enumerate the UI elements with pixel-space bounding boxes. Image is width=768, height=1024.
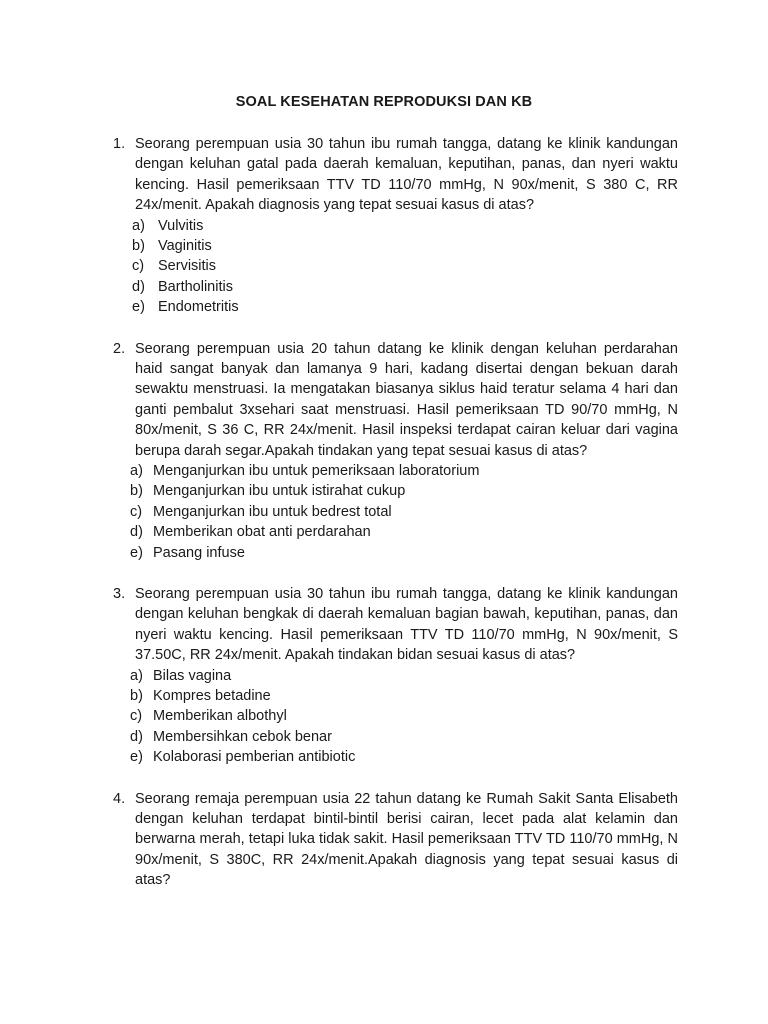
- question-3: [0, 584, 768, 768]
- option-letter: d): [130, 524, 143, 541]
- answer-option-a: [0, 216, 768, 236]
- option-letter: e): [130, 544, 143, 561]
- option-letter: a): [132, 217, 145, 234]
- question-number: 4.: [113, 790, 126, 807]
- option-letter: c): [130, 503, 143, 520]
- option-text: Memberikan obat anti perdarahan: [153, 524, 371, 541]
- question-4: [0, 789, 768, 891]
- option-text: Memberikan albothyl: [153, 708, 287, 725]
- answer-options: [0, 461, 768, 563]
- page-title: SOAL KESEHATAN REPRODUKSI DAN KB: [235, 94, 533, 110]
- answer-options: [0, 216, 768, 318]
- option-letter: b): [132, 238, 145, 255]
- question-number: 2.: [113, 340, 126, 357]
- answer-option-c: [0, 706, 768, 726]
- option-text: Bartholinitis: [158, 278, 233, 295]
- option-letter: e): [130, 749, 143, 766]
- option-text: Menganjurkan ibu untuk bedrest total: [153, 503, 392, 520]
- question-text: Seorang remaja perempuan usia 22 tahun datang ke Rumah Sakit Santa Elisabeth dengan keluhan terdapat bintil-bintil berisi cairan, lecet pada alat kelamin dan berwarna merah, tetapi luka tidak sakit. Hasil pemeriksaan TTV TD 110/70 mmHg, N 90x/menit, S 380C, RR 24x/menit.Apakah diagnosis yang tepat sesuai kasus di atas?: [135, 790, 678, 889]
- option-letter: c): [132, 258, 145, 275]
- option-text: Kompres betadine: [153, 687, 271, 704]
- answer-option-a: [0, 461, 768, 481]
- answer-option-c: [0, 502, 768, 522]
- answer-option-d: [0, 522, 768, 542]
- answer-option-d: [0, 277, 768, 297]
- option-letter: d): [130, 728, 143, 745]
- option-letter: b): [130, 687, 143, 704]
- answer-option-b: [0, 481, 768, 501]
- answer-option-b: [0, 686, 768, 706]
- option-text: Membersihkan cebok benar: [153, 728, 332, 745]
- answer-option-b: [0, 236, 768, 256]
- question-1: [0, 134, 768, 318]
- question-text: Seorang perempuan usia 30 tahun ibu rumah tangga, datang ke klinik kandungan dengan keluhan bengkak di daerah kemaluan bagian bawah, keputihan, panas, dan nyeri waktu kencing. Hasil pemeriksaan TTV TD 110/70 mmHg, N 90x/menit, S 37.50C, RR 24x/menit. Apakah tindakan bidan sesuai kasus di atas?: [135, 585, 678, 664]
- option-letter: e): [132, 299, 145, 316]
- answer-option-e: [0, 297, 768, 317]
- option-text: Kolaborasi pemberian antibiotic: [153, 749, 356, 766]
- option-text: Pasang infuse: [153, 544, 245, 561]
- question-number: 1.: [113, 136, 126, 152]
- question-number: 3.: [113, 585, 126, 602]
- option-letter: b): [130, 483, 143, 500]
- answer-option-e: [0, 747, 768, 767]
- option-text: Bilas vagina: [153, 667, 232, 684]
- option-letter: a): [130, 463, 143, 480]
- question-text: Seorang perempuan usia 20 tahun datang ke klinik dengan keluhan perdarahan haid sangat banyak dan lamanya 9 hari, kadang disertai dengan bekuan darah sewaktu menstruasi. Ia mengatakan biasanya siklus haid teratur selama 4 hari dan ganti pembalut 3xsehari saat menstruasi. Hasil pemeriksaan TD 90/70 mmHg, N 80x/menit, S 36 C, RR 24x/menit. Hasil inspeksi terdapat cairan keluar dari vagina berupa darah segar.Apakah tindakan yang tepat sesuai kasus di atas?: [135, 340, 678, 459]
- option-text: Vaginitis: [158, 238, 212, 255]
- option-text: Servisitis: [158, 258, 217, 275]
- question-2: [0, 339, 768, 563]
- option-text: Endometritis: [158, 299, 239, 316]
- option-letter: d): [132, 278, 145, 295]
- answer-options: [0, 666, 768, 768]
- answer-option-e: [0, 543, 768, 563]
- answer-option-c: [0, 256, 768, 276]
- option-text: Menganjurkan ibu untuk pemeriksaan laboratorium: [153, 463, 480, 480]
- option-letter: c): [130, 708, 143, 725]
- option-text: Menganjurkan ibu untuk istirahat cukup: [153, 483, 406, 500]
- option-letter: a): [130, 667, 143, 684]
- question-text: Seorang perempuan usia 30 tahun ibu rumah tangga, datang ke klinik kandungan dengan keluhan gatal pada daerah kemaluan, keputihan, panas, dan nyeri waktu kencing. Hasil pemeriksaan TTV TD 110/70 mmHg, N 90x/menit, S 380 C, RR 24x/menit. Apakah diagnosis yang tepat sesuai kasus di atas?: [135, 136, 678, 214]
- option-text: Vulvitis: [158, 217, 204, 234]
- answer-option-d: [0, 727, 768, 747]
- answer-option-a: [0, 666, 768, 686]
